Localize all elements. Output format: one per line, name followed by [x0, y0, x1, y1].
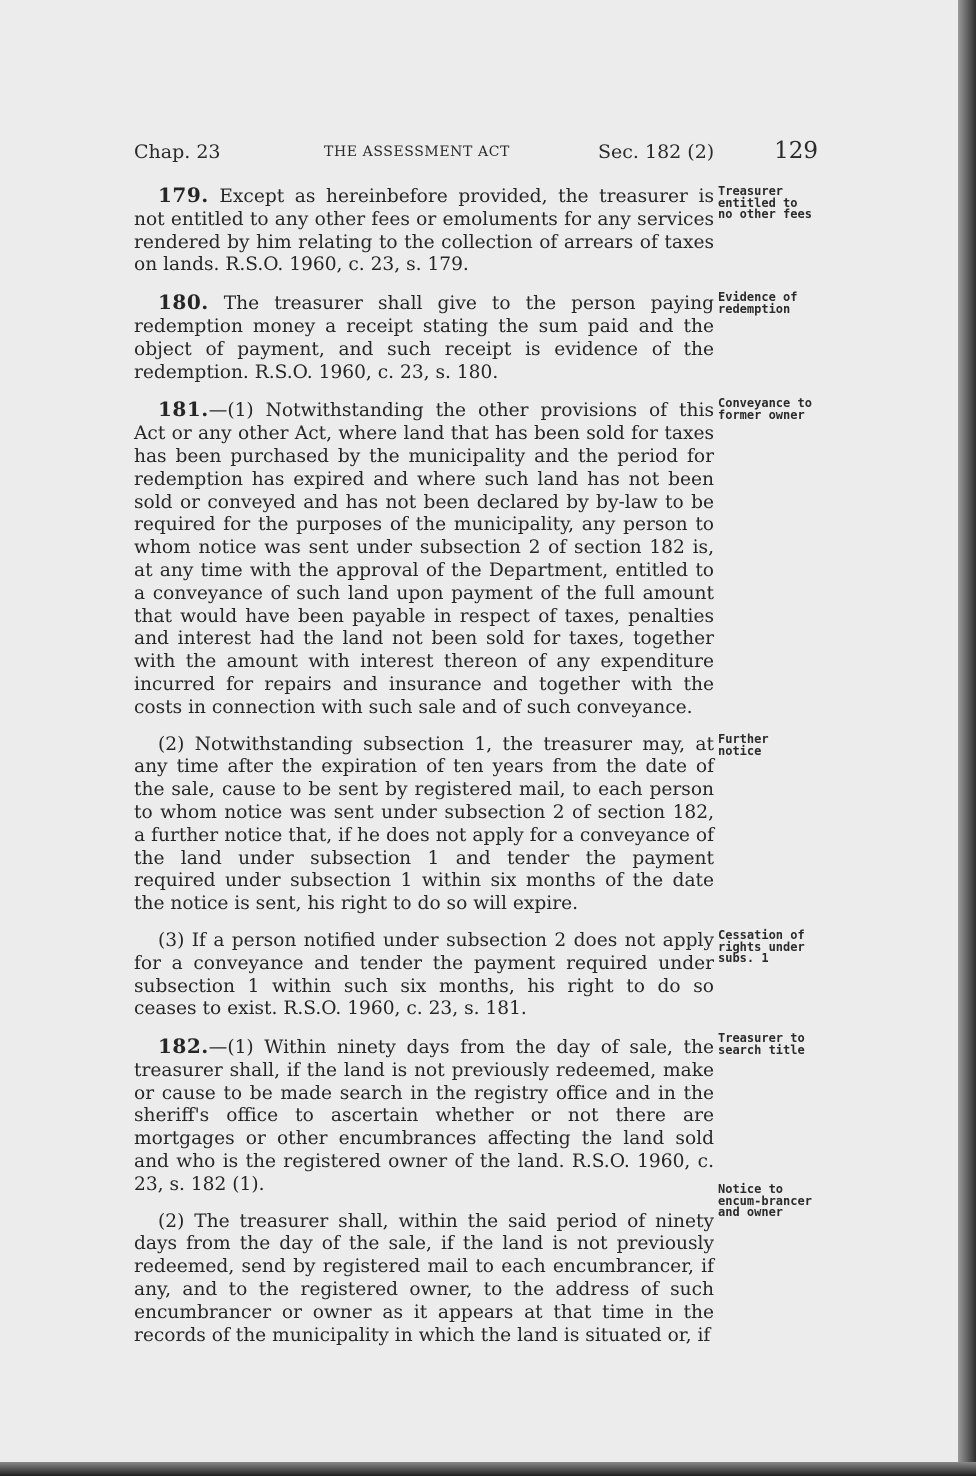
- section-text: —(1) Notwithstanding the other provisions of this Act or any other Act, where land that has been sold for taxes has been purchased by the municipality and the period for redemption has expired and where such land has not been sold or conveyed and has not been declared by by-law to be required for the purposes of the municipality, any person to whom notice was sent under subsection 2 of section 182 is, at any time with the approval of the Department, entitled to a conveyance of such land upon payment of the full amount that would have been payable in respect of taxes, penalties and interest had the land not been sold for taxes, together with the amount with interest thereon of any expenditure incurred for repairs and insurance and together with the costs in connection with such sale and of such conveyance.: [134, 400, 714, 718]
- margin-note-search-title: Treasurer to search title: [718, 1031, 805, 1057]
- scan-edge-bottom: [0, 1462, 976, 1476]
- section-text: Except as hereinbefore provided, the treasurer is not entitled to any other fees or emoluments for any services rendered by him relating to the collection of arrears of taxes on lands. R.S.O. 1960, c. 23, s. 179.: [134, 186, 714, 276]
- section-number: 179.: [158, 183, 209, 207]
- section-label: Sec. 182 (2): [598, 141, 715, 163]
- section-text: (2) The treasurer shall, within the said period of ninety days from the day of the sale, if the land is not previously redeemed, send by registered mail to each encumbrancer, if any, and to the registered owner, to the address of such encumbrancer or owner as it appears at that time in the records of the municipality in which the land is situated or, if: [134, 1210, 714, 1346]
- section-number: 180.: [158, 290, 209, 315]
- margin-note-no-other-fees: Treasurer entitled to no other fees: [718, 184, 812, 221]
- statute-body: [134, 184, 714, 1361]
- page-number: 129: [774, 138, 818, 164]
- section-text: The treasurer shall give to the person paying redemption money a receipt stating the sum paid and the object of payment, and such receipt is evidence of the redemption. R.S.O. 1960, c. 23, s. 180.: [134, 293, 714, 383]
- section-179: [134, 184, 714, 277]
- margin-note-conveyance-to-former-owner: Conveyance to former owner: [718, 396, 812, 422]
- act-title: THE ASSESSMENT ACT: [324, 144, 510, 160]
- margin-note-notice-to-encumbrancer: Notice to encum-brancer and owner: [718, 1182, 812, 1219]
- running-header: [134, 138, 818, 168]
- section-182-1: [134, 1035, 714, 1197]
- section-text: —(1) Within ninety days from the day of sale, the treasurer shall, if the land is not previously redeemed, make or cause to be made search in the registry office and in the sheriff's office to ascertain whether or not there are mortgages or other encumbrances affecting the land sold and who is the registered owner of the land. R.S.O. 1960, c. 23, s. 182 (1).: [134, 1037, 714, 1195]
- section-number: 181.: [158, 397, 209, 422]
- section-180: [134, 291, 714, 384]
- margin-note-evidence-of-redemption: Evidence of redemption: [718, 290, 798, 316]
- margin-note-cessation-of-rights: Cessation of rights under subs. 1: [718, 928, 805, 965]
- section-text: (3) If a person notified under subsection 2 does not apply for a conveyance and tender the payment required under subsection 1 within such six months, his right to do so ceases to exist. R.S.O. 1960, c. 23, s. 181.: [134, 929, 714, 1020]
- section-text: (2) Notwithstanding subsection 1, the treasurer may, at any time after the expiration of ten years from the date of the sale, cause to be sent by registered mail, to each person to whom notice was sent under subsection 2 of section 182, a further notice that, if he does not apply for a conveyance of the land under subsection 1 and tender the payment required under subsection 1 within six months of the date the notice is sent, his right to do so will expire.: [134, 733, 714, 915]
- section-182-2: [134, 1211, 714, 1348]
- scan-edge-right: [958, 0, 976, 1476]
- section-181-3: [134, 930, 714, 1021]
- section-number: 182.: [158, 1034, 209, 1059]
- section-181-1: [134, 398, 714, 719]
- chapter-label: Chap. 23: [134, 141, 221, 163]
- section-181-2: [134, 734, 714, 916]
- margin-note-further-notice: Further notice: [718, 732, 769, 758]
